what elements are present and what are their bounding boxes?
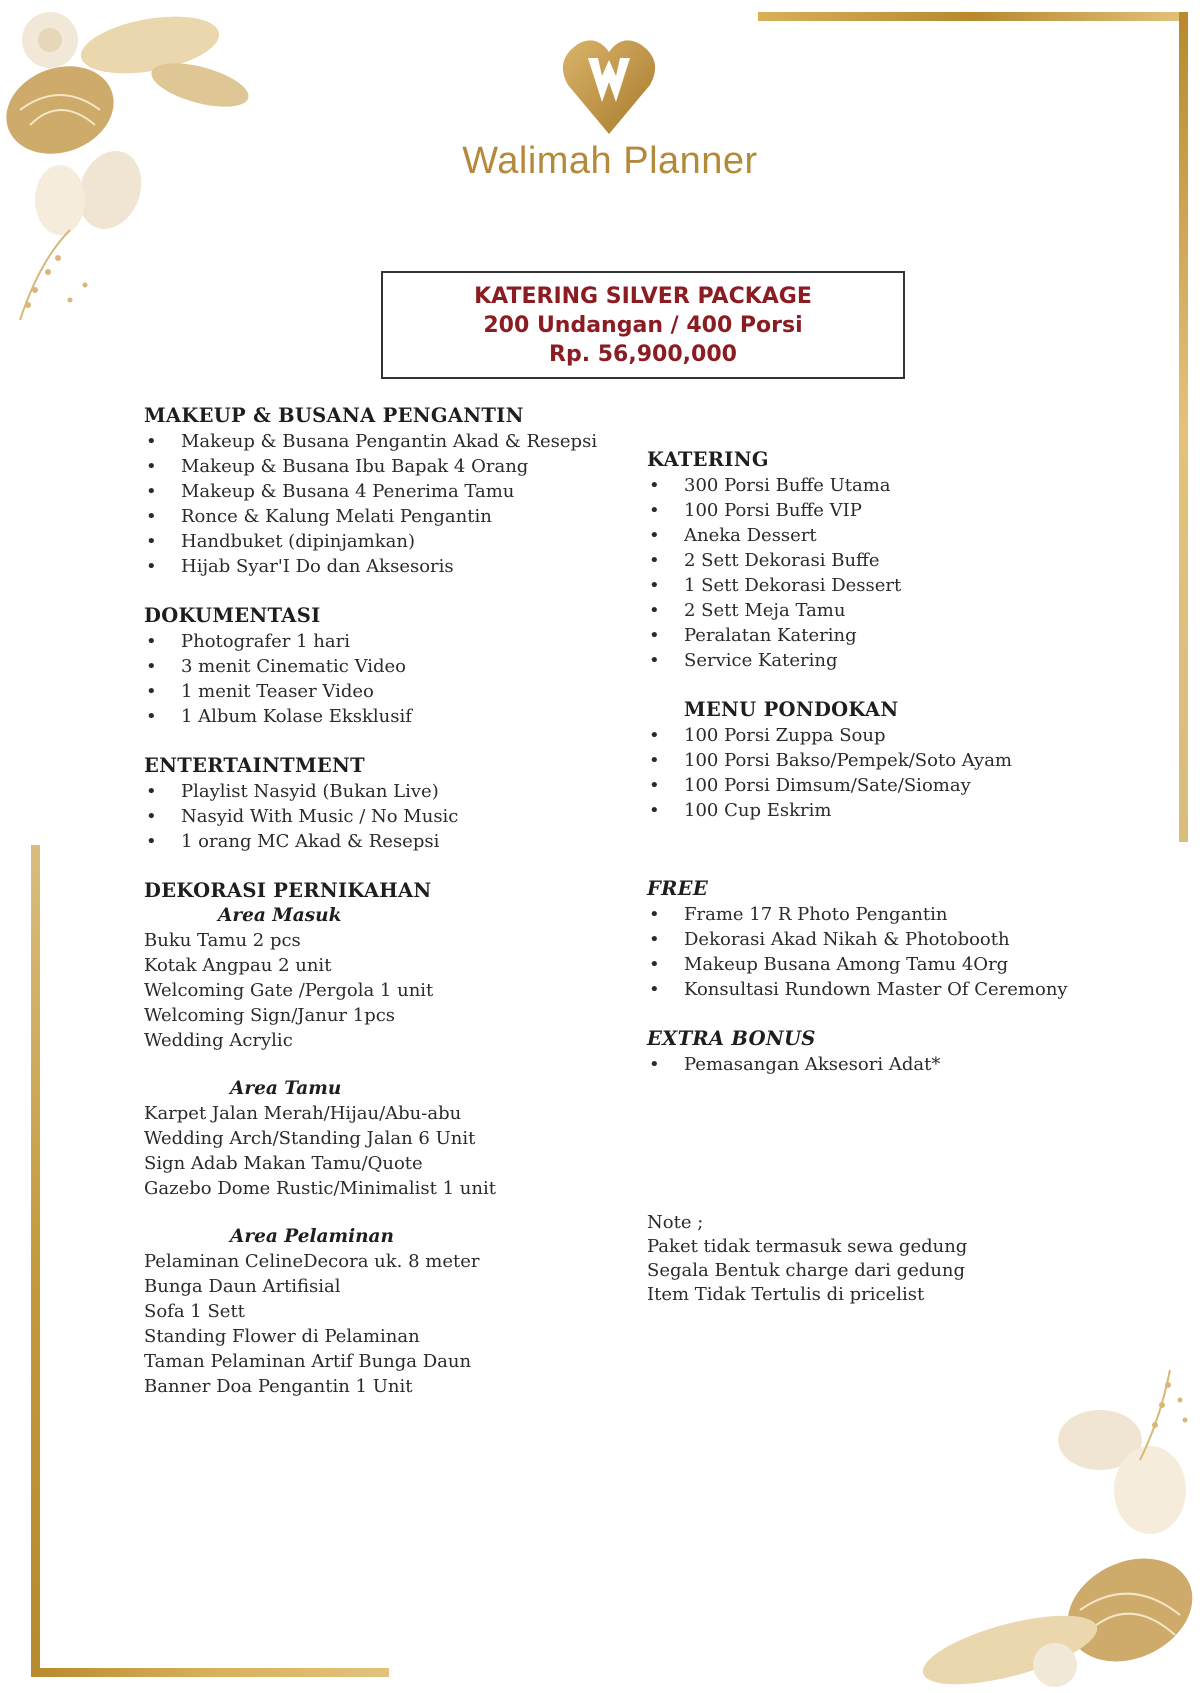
list-item: Wedding Arch/Standing Jalan 6 Unit bbox=[144, 1128, 476, 1149]
floral-decoration-bottom-right bbox=[880, 1360, 1200, 1693]
package-title: KATERING SILVER PACKAGE bbox=[474, 284, 812, 309]
note-line: Paket tidak termasuk sewa gedung bbox=[647, 1236, 968, 1257]
list-item: Sign Adab Makan Tamu/Quote bbox=[144, 1153, 423, 1174]
list-item: Wedding Acrylic bbox=[144, 1030, 293, 1051]
note-line: Segala Bentuk charge dari gedung bbox=[647, 1260, 966, 1281]
free-list bbox=[647, 902, 1167, 1002]
list-item: Karpet Jalan Merah/Hijau/Abu-abu bbox=[144, 1103, 462, 1124]
entertainment-list bbox=[144, 779, 614, 854]
package-guests: 200 Undangan / 400 Porsi bbox=[483, 313, 803, 338]
list-item: • 3 menit Cinematic Video bbox=[144, 654, 614, 679]
list-item: • Frame 17 R Photo Pengantin bbox=[647, 902, 1167, 927]
list-item: Sofa 1 Sett bbox=[144, 1301, 245, 1322]
list-item: • 1 orang MC Akad & Resepsi bbox=[144, 829, 614, 854]
gold-frame-left bbox=[31, 845, 40, 1677]
area-tamu-heading: Area Tamu bbox=[230, 1078, 342, 1099]
brand-name: Walimah Planner bbox=[462, 140, 758, 182]
bonus-heading: EXTRA BONUS bbox=[647, 1027, 816, 1050]
list-item: • Aneka Dessert bbox=[647, 523, 1167, 548]
list-item: • Nasyid With Music / No Music bbox=[144, 804, 614, 829]
list-item: • Hijab Syar'I Do dan Aksesoris bbox=[144, 554, 614, 579]
list-item: • 100 Porsi Zuppa Soup bbox=[647, 723, 1167, 748]
list-item: • Photografer 1 hari bbox=[144, 629, 614, 654]
left-column bbox=[144, 403, 614, 1399]
list-item: • 1 Album Kolase Eksklusif bbox=[144, 704, 614, 729]
list-item: • 300 Porsi Buffe Utama bbox=[647, 473, 1167, 498]
list-item: Pelaminan CelineDecora uk. 8 meter bbox=[144, 1251, 480, 1272]
list-item: • Makeup & Busana Ibu Bapak 4 Orang bbox=[144, 454, 614, 479]
list-item: • 100 Porsi Buffe VIP bbox=[647, 498, 1167, 523]
list-item: Welcoming Sign/Janur 1pcs bbox=[144, 1005, 396, 1026]
list-item: • 2 Sett Dekorasi Buffe bbox=[647, 548, 1167, 573]
walimah-logo-icon bbox=[558, 30, 660, 140]
list-item: • 1 menit Teaser Video bbox=[144, 679, 614, 704]
pondokan-heading: MENU PONDOKAN bbox=[684, 698, 899, 721]
list-item: Bunga Daun Artifisial bbox=[144, 1276, 341, 1297]
right-column bbox=[647, 447, 1167, 1307]
list-item: • Service Katering bbox=[647, 648, 1167, 673]
bonus-list bbox=[647, 1052, 1167, 1077]
list-item: • Peralatan Katering bbox=[647, 623, 1167, 648]
makeup-heading: MAKEUP & BUSANA PENGANTIN bbox=[144, 404, 524, 427]
list-item: Kotak Angpau 2 unit bbox=[144, 955, 332, 976]
dokumentasi-heading: DOKUMENTASI bbox=[144, 604, 321, 627]
note-line: Item Tidak Tertulis di pricelist bbox=[647, 1284, 925, 1305]
list-item: Welcoming Gate /Pergola 1 unit bbox=[144, 980, 434, 1001]
list-item: • Pemasangan Aksesori Adat* bbox=[647, 1052, 1167, 1077]
list-item: Taman Pelaminan Artif Bunga Daun bbox=[144, 1351, 472, 1372]
gold-frame-bottom bbox=[31, 1668, 389, 1677]
list-item: • 2 Sett Meja Tamu bbox=[647, 598, 1167, 623]
list-item: • 100 Porsi Dimsum/Sate/Siomay bbox=[647, 773, 1167, 798]
list-item: • 100 Porsi Bakso/Pempek/Soto Ayam bbox=[647, 748, 1167, 773]
entertainment-heading: ENTERTAINTMENT bbox=[144, 754, 365, 777]
package-price: Rp. 56,900,000 bbox=[549, 342, 737, 367]
package-summary-box bbox=[381, 271, 905, 379]
note-label: Note ; bbox=[647, 1212, 704, 1233]
list-item: • Handbuket (dipinjamkan) bbox=[144, 529, 614, 554]
dekorasi-heading: DEKORASI PERNIKAHAN bbox=[144, 879, 432, 902]
list-item: • Ronce & Kalung Melati Pengantin bbox=[144, 504, 614, 529]
list-item: • Makeup & Busana Pengantin Akad & Resepsi bbox=[144, 429, 614, 454]
gold-frame-top bbox=[758, 12, 1188, 21]
katering-heading: KATERING bbox=[647, 448, 769, 471]
list-item: Standing Flower di Pelaminan bbox=[144, 1326, 420, 1347]
gold-frame-right bbox=[1179, 12, 1188, 842]
free-heading: FREE bbox=[647, 877, 708, 900]
list-item: • 1 Sett Dekorasi Dessert bbox=[647, 573, 1167, 598]
list-item: • 100 Cup Eskrim bbox=[647, 798, 1167, 823]
list-item: Banner Doa Pengantin 1 Unit bbox=[144, 1376, 413, 1397]
area-pelaminan-heading: Area Pelaminan bbox=[230, 1226, 394, 1247]
list-item: • Konsultasi Rundown Master Of Ceremony bbox=[647, 977, 1167, 1002]
katering-list bbox=[647, 473, 1167, 673]
makeup-list bbox=[144, 429, 614, 579]
list-item: • Makeup & Busana 4 Penerima Tamu bbox=[144, 479, 614, 504]
floral-decoration-top-left bbox=[0, 0, 260, 340]
list-item: • Playlist Nasyid (Bukan Live) bbox=[144, 779, 614, 804]
list-item: • Dekorasi Akad Nikah & Photobooth bbox=[647, 927, 1167, 952]
list-item: Buku Tamu 2 pcs bbox=[144, 930, 301, 951]
dokumentasi-list bbox=[144, 629, 614, 729]
area-masuk-heading: Area Masuk bbox=[218, 905, 342, 926]
list-item: Gazebo Dome Rustic/Minimalist 1 unit bbox=[144, 1178, 496, 1199]
pondokan-list bbox=[647, 723, 1167, 823]
list-item: • Makeup Busana Among Tamu 4Org bbox=[647, 952, 1167, 977]
